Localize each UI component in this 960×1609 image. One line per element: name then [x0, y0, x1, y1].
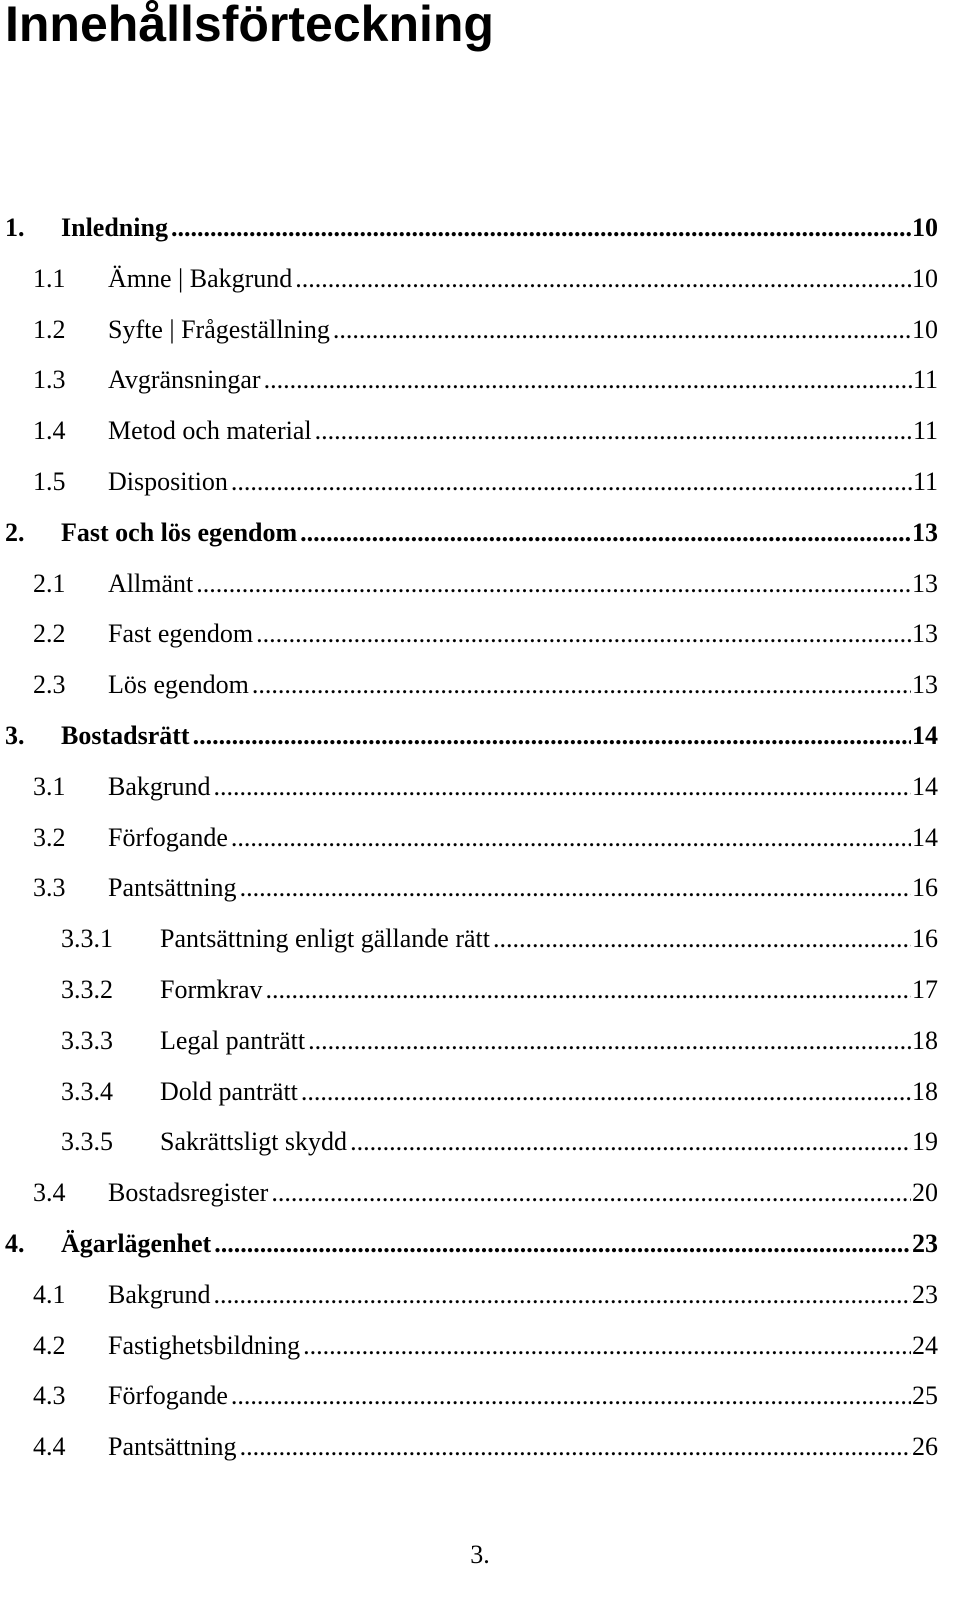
toc-entry[interactable] — [61, 970, 938, 1010]
toc-entry-number: 3.1 — [33, 771, 66, 801]
toc-entry-number: 1.1 — [33, 263, 66, 293]
toc-dot-leader — [193, 716, 911, 756]
toc-entry-page: 14 — [912, 822, 938, 852]
toc-entry-page: 13 — [912, 517, 938, 547]
toc-dot-leader — [231, 818, 911, 858]
toc-dot-leader — [252, 665, 911, 705]
toc-entry-number: 2.2 — [33, 619, 66, 649]
toc-entry[interactable] — [33, 767, 938, 807]
toc-dot-leader — [295, 259, 911, 299]
page-title: Innehållsförteckning — [5, 0, 494, 52]
toc-entry-number: 3.3.3 — [61, 1025, 113, 1055]
toc-entry[interactable] — [5, 513, 938, 553]
toc-entry-page: 13 — [912, 670, 938, 700]
toc-entry-number: 3.2 — [33, 822, 66, 852]
toc-entry-title: Förfogande — [108, 1381, 228, 1411]
toc-entry-title: Fast egendom — [108, 619, 254, 649]
toc-entry-title: Metod och material — [108, 416, 312, 446]
toc-dot-leader — [256, 614, 911, 654]
toc-dot-leader — [171, 208, 911, 248]
toc-entry[interactable] — [33, 411, 938, 451]
toc-dot-leader — [271, 1173, 911, 1213]
toc-entry-title: Sakrättsligt skydd — [160, 1127, 348, 1157]
toc-entry-title: Bostadsrätt — [61, 721, 190, 750]
toc-entry[interactable] — [61, 1021, 938, 1061]
toc-entry-number: 4.2 — [33, 1330, 66, 1360]
toc-entry-page: 16 — [912, 873, 938, 903]
toc-entry-title: Bakgrund — [108, 1279, 211, 1309]
toc-entry-page: 25 — [912, 1381, 938, 1411]
toc-entry-page: 11 — [912, 467, 938, 496]
toc-entry-page: 10 — [912, 263, 938, 293]
toc-entry-page: 18 — [912, 1076, 938, 1106]
toc-entry-title: Avgränsningar — [108, 365, 261, 395]
toc-entry-number: 3. — [5, 721, 25, 750]
toc-entry-title: Förfogande — [108, 822, 228, 852]
toc-entry-page: 20 — [912, 1178, 938, 1208]
toc-dot-leader — [196, 564, 911, 604]
toc-dot-leader — [300, 513, 911, 553]
toc-dot-leader — [350, 1122, 911, 1162]
toc-entry[interactable] — [33, 868, 938, 908]
toc-entry[interactable] — [33, 1427, 938, 1467]
toc-entry-title: Fast och lös egendom — [61, 517, 298, 547]
toc-entry-title: Pantsättning — [108, 873, 237, 903]
toc-entry-number: 3.3 — [33, 873, 66, 903]
toc-dot-leader — [240, 1427, 911, 1467]
toc-entry[interactable] — [33, 462, 938, 502]
toc-entry[interactable] — [5, 1224, 938, 1264]
toc-entry-number: 1.4 — [33, 416, 66, 446]
toc-dot-leader — [214, 1224, 911, 1264]
toc-entry[interactable] — [61, 919, 938, 959]
page-number: 3. — [470, 1540, 490, 1569]
toc-entry-page: 18 — [912, 1025, 938, 1055]
toc-dot-leader — [266, 970, 911, 1010]
toc-entry[interactable] — [33, 564, 938, 604]
toc-entry-number: 3.3.1 — [61, 924, 113, 954]
toc-entry-number: 4.1 — [33, 1279, 66, 1309]
toc-entry-number: 4.4 — [33, 1432, 66, 1462]
toc-dot-leader — [231, 462, 912, 502]
toc-dot-leader — [315, 411, 912, 451]
toc-entry-number: 3.3.5 — [61, 1127, 113, 1157]
toc-entry-number: 2.3 — [33, 670, 66, 700]
toc-entry-title: Syfte | Frågeställning — [108, 314, 330, 344]
toc-entry-title: Pantsättning — [108, 1432, 237, 1462]
toc-entry[interactable] — [33, 1326, 938, 1366]
toc-entry-page: 26 — [912, 1432, 938, 1462]
toc-entry-number: 4. — [5, 1229, 25, 1258]
toc-entry-number: 3.3.2 — [61, 975, 113, 1004]
toc-entry-number: 1. — [5, 213, 25, 242]
toc-entry-page: 17 — [912, 975, 938, 1004]
toc-entry-title: Dold panträtt — [160, 1076, 298, 1106]
toc-entry[interactable] — [33, 360, 938, 400]
toc-entry-number: 1.5 — [33, 467, 66, 496]
toc-dot-leader — [493, 919, 911, 959]
toc-entry[interactable] — [33, 665, 938, 705]
toc-entry-title: Ägarlägenhet — [61, 1229, 212, 1258]
toc-dot-leader — [264, 360, 912, 400]
toc-entry-title: Disposition — [108, 467, 228, 496]
toc-entry-title: Inledning — [61, 213, 168, 242]
toc-entry-title: Formkrav — [160, 975, 263, 1004]
toc-entry[interactable] — [61, 1122, 938, 1162]
toc-dot-leader — [301, 1072, 911, 1112]
toc-entry-page: 14 — [912, 721, 938, 750]
toc-entry[interactable] — [33, 1173, 938, 1213]
toc-entry-page: 13 — [912, 619, 938, 649]
toc-entry-page: 23 — [912, 1229, 938, 1258]
toc-entry-title: Fastighetsbildning — [108, 1330, 301, 1360]
toc-entry-number: 3.3.4 — [61, 1076, 113, 1106]
toc-entry-page: 23 — [912, 1279, 938, 1309]
toc-dot-leader — [214, 767, 911, 807]
toc-entry-page: 10 — [912, 314, 938, 344]
toc-entry-number: 4.3 — [33, 1381, 66, 1411]
toc-entry[interactable] — [33, 1275, 938, 1315]
toc-entry-page: 11 — [912, 365, 938, 395]
toc-entry[interactable] — [33, 259, 938, 299]
toc-entry[interactable] — [33, 1376, 938, 1416]
toc-entry-page: 16 — [912, 924, 938, 954]
toc-entry[interactable] — [5, 716, 938, 756]
toc-entry-title: Pantsättning enligt gällande rätt — [160, 924, 490, 954]
toc-dot-leader — [214, 1275, 911, 1315]
toc-entry[interactable] — [5, 208, 938, 248]
toc-entry[interactable] — [33, 818, 938, 858]
toc-dot-leader — [231, 1376, 911, 1416]
toc-entry-number: 1.2 — [33, 314, 66, 344]
toc-entry-number: 2.1 — [33, 568, 66, 598]
toc-entry-page: 19 — [912, 1127, 938, 1157]
toc-dot-leader — [303, 1326, 911, 1366]
toc-entry-page: 24 — [912, 1330, 938, 1360]
toc-entry-title: Bakgrund — [108, 771, 211, 801]
toc-entry[interactable] — [61, 1072, 938, 1112]
toc-entry-title: Legal panträtt — [160, 1025, 306, 1055]
toc-entry-title: Lös egendom — [108, 670, 249, 700]
toc-entry-page: 11 — [912, 416, 938, 446]
toc-entry-page: 13 — [912, 568, 938, 598]
toc-entry-title: Ämne | Bakgrund — [108, 263, 293, 293]
toc-entry-number: 2. — [5, 517, 25, 547]
toc-entry-title: Allmänt — [108, 568, 194, 598]
toc-entry[interactable] — [33, 614, 938, 654]
toc-entry-page: 14 — [912, 771, 938, 801]
toc-entry-number: 1.3 — [33, 365, 66, 395]
toc-entry[interactable] — [33, 310, 938, 350]
toc-dot-leader — [308, 1021, 911, 1061]
toc-entry-page: 10 — [912, 213, 938, 242]
toc-entry-title: Bostadsregister — [108, 1178, 269, 1208]
toc-entry-number: 3.4 — [33, 1178, 66, 1208]
toc-dot-leader — [240, 868, 911, 908]
toc-dot-leader — [333, 310, 911, 350]
